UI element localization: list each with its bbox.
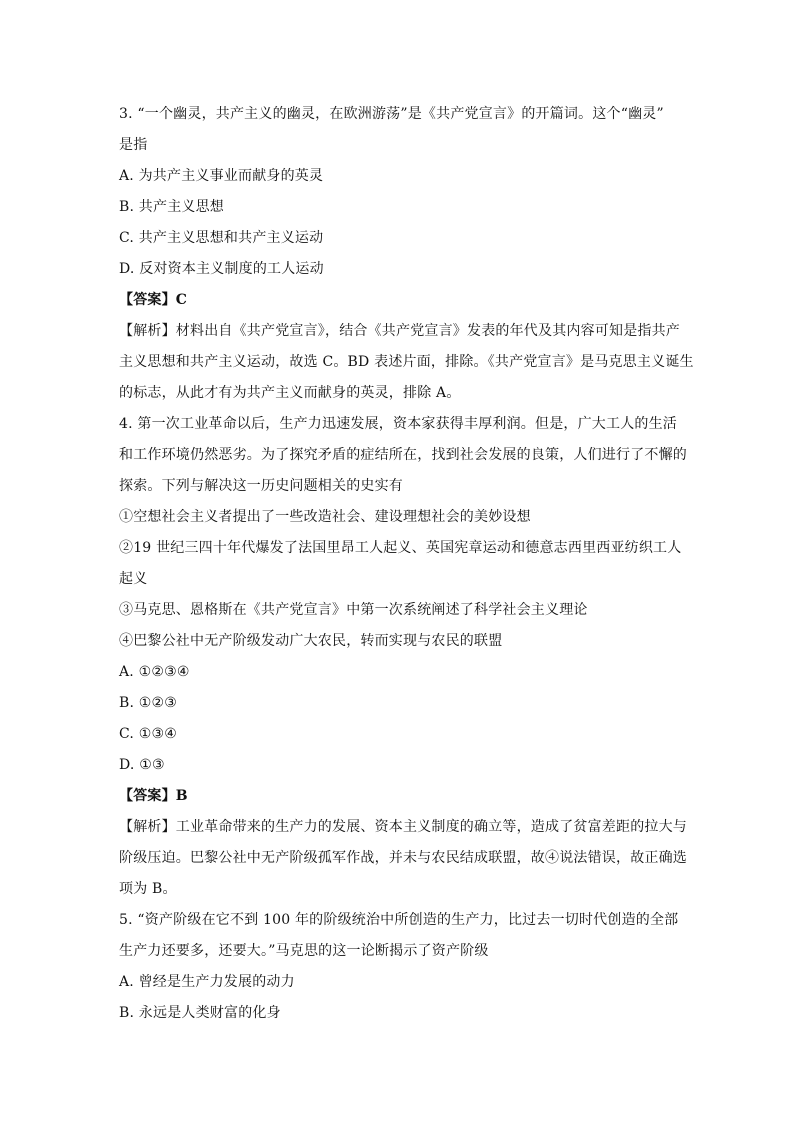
- question-4-option-b: B. ①②③: [119, 695, 178, 711]
- question-4-option-c: C. ①③④: [119, 726, 177, 742]
- question-5-stem-line-1: 5. “资产阶级在它不到 100 年的阶级统治中所创造的生产力，比过去一切时代创造的全部: [119, 912, 679, 928]
- question-4-option-a: A. ①②③④: [119, 664, 190, 680]
- question-3-analysis-line-1: 【解析】材料出自《共产党宣言》，结合《共产党宣言》发表的年代及其内容可知是指共产: [119, 323, 680, 339]
- question-4-analysis-line-3: 项为 B。: [119, 881, 177, 897]
- question-3-analysis-line-2: 主义思想和共产主义运动，故选 C。BD 表述片面，排除。《共产党宣言》是马克思主义诞生: [119, 354, 694, 370]
- question-3-option-a: A. 为共产主义事业而献身的英灵: [119, 168, 324, 184]
- question-3-stem-line-2: 是指: [119, 137, 148, 153]
- question-4-item-4: ④巴黎公社中无产阶级发动广大农民，转而实现与农民的联盟: [119, 633, 503, 649]
- question-3-option-c: C. 共产主义思想和共产主义运动: [119, 230, 324, 246]
- question-4-stem-line-3: 探索。下列与解决这一历史问题相关的史实有: [119, 478, 403, 494]
- question-4-stem-line-1: 4. 第一次工业革命以后，生产力迅速发展，资本家获得丰厚利润。但是，广大工人的生活: [119, 416, 678, 432]
- question-4-analysis-line-1: 【解析】工业革命带来的生产力的发展、资本主义制度的确立等，造成了贫富差距的拉大与: [119, 819, 687, 835]
- question-4-analysis-line-2: 阶级压迫。巴黎公社中无产阶级孤军作战，并未与农民结成联盟，故④说法错误，故正确选: [119, 850, 687, 866]
- question-4-item-2-line-2: 起义: [119, 571, 148, 587]
- question-3-option-d: D. 反对资本主义制度的工人运动: [119, 261, 324, 277]
- question-4-item-2-line-1: ②19 世纪三四十年代爆发了法国里昂工人起义、英国宪章运动和德意志西里西亚纺织工人: [119, 540, 682, 556]
- question-4-item-3: ③马克思、恩格斯在《共产党宣言》中第一次系统阐述了科学社会主义理论: [119, 602, 588, 618]
- question-5-option-a: A. 曾经是生产力发展的动力: [119, 974, 295, 990]
- question-3-answer: 【答案】C: [119, 292, 188, 308]
- question-3-stem-line-1: 3. “一个幽灵，共产主义的幽灵，在欧洲游荡”是《共产党宣言》的开篇词。这个“幽灵”: [119, 106, 664, 122]
- question-3-option-b: B. 共产主义思想: [119, 199, 224, 215]
- question-4-stem-line-2: 和工作环境仍然恶劣。为了探究矛盾的症结所在，找到社会发展的良策，人们进行了不懈的: [119, 447, 687, 463]
- question-4-answer: 【答案】B: [119, 788, 188, 804]
- question-5-stem-line-2: 生产力还要多，还要大。”马克思的这一论断揭示了资产阶级: [119, 943, 489, 959]
- question-3-analysis-line-3: 的标志，从此才有为共产主义而献身的英灵，排除 A。: [119, 385, 461, 401]
- question-4-option-d: D. ①③: [119, 757, 165, 773]
- question-4-item-1: ①空想社会主义者提出了一些改造社会、建设理想社会的美妙设想: [119, 509, 531, 525]
- question-5-option-b: B. 永远是人类财富的化身: [119, 1005, 281, 1021]
